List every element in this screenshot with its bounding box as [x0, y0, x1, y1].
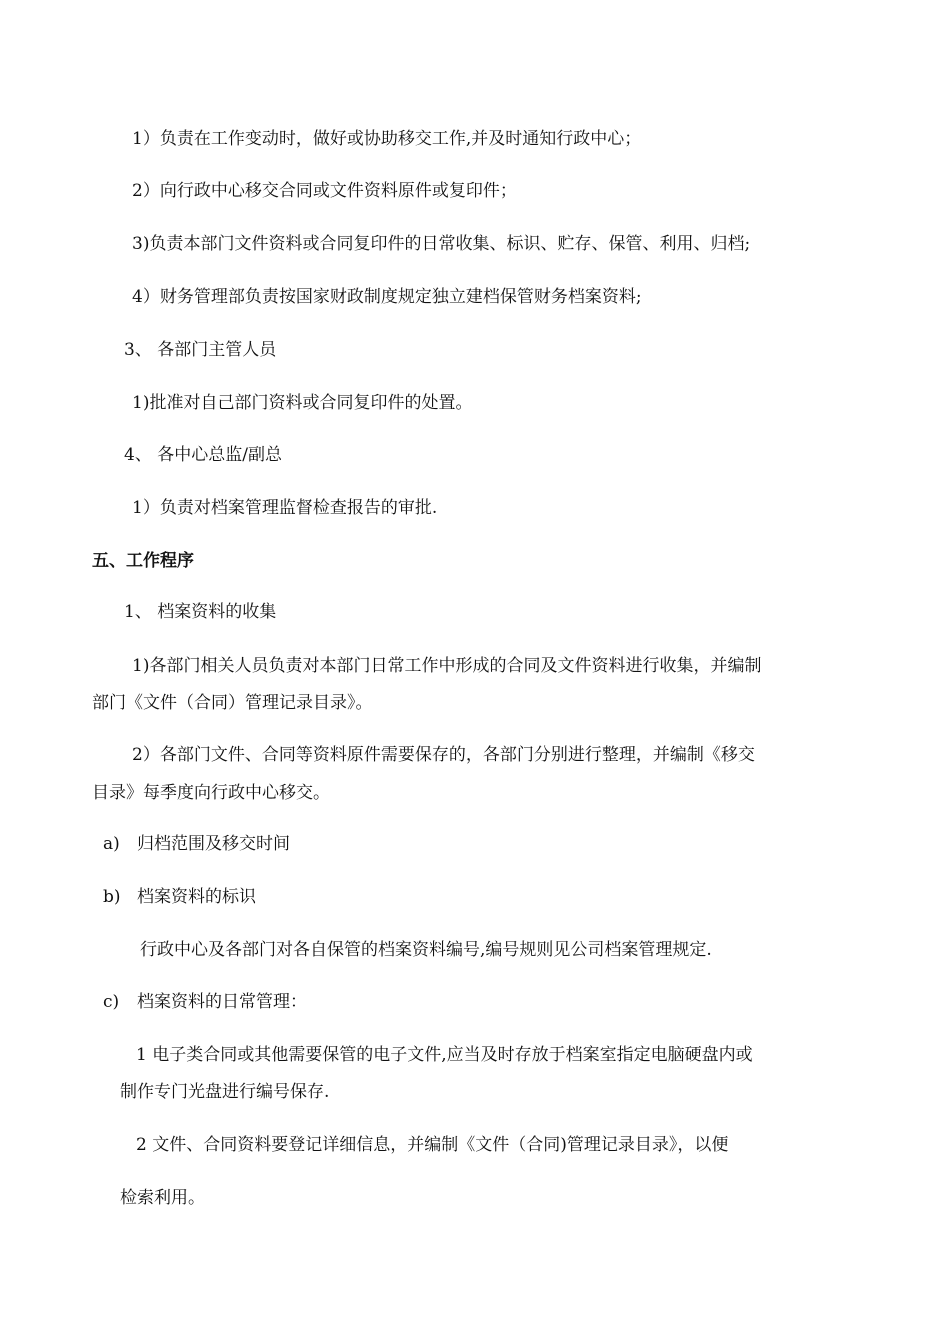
collection-para-2-line-2: 目录》每季度向行政中心移交。 [92, 783, 330, 803]
mgmt-item-2-line-1: 2 文件、合同资料要登记详细信息，并编制《文件（合同)管理记录目录》，以便 [136, 1135, 729, 1155]
duty-item-1: 1）负责在工作变动时，做好或协助移交工作,并及时通知行政中心； [132, 129, 642, 149]
duty-item-2: 2）向行政中心移交合同或文件资料原件或复印件； [132, 181, 517, 201]
list-item-b [103, 886, 256, 908]
mgmt-item-2-line-2: 检索利用。 [120, 1188, 205, 1208]
duty-item-3: 3)负责本部门文件资料或合同复印件的日常收集、标识、贮存、保管、利用、归档; [132, 234, 751, 254]
mgmt-item-1-line-1: 1 电子类合同或其他需要保管的电子文件,应当及时存放于档案室指定电脑硬盘内或 [136, 1045, 753, 1065]
list-text: 档案资料的标识 [137, 887, 256, 907]
list-item-c [103, 991, 307, 1013]
list-text: 档案资料的日常管理： [137, 992, 307, 1012]
manager-duty-1: 1)批准对自己部门资料或合同复印件的处置。 [132, 393, 473, 413]
identification-para: 行政中心及各部门对各自保管的档案资料编号,编号规则见公司档案管理规定. [140, 940, 712, 960]
mgmt-item-1-line-2: 制作专门光盘进行编号保存. [120, 1082, 330, 1102]
section-heading-3: 3、 各部门主管人员 [124, 340, 277, 360]
subsection-heading-1: 1、 档案资料的收集 [124, 602, 277, 622]
list-item-a [103, 833, 290, 855]
list-marker: a) [103, 834, 120, 854]
chapter-heading: 五、工作程序 [92, 551, 194, 571]
collection-para-2-line-1: 2）各部门文件、合同等资料原件需要保存的，各部门分别进行整理，并编制《移交 [132, 745, 755, 765]
collection-para-1-line-2: 部门《文件（合同）管理记录目录》。 [92, 693, 373, 713]
list-marker: b) [103, 887, 121, 907]
list-text: 归档范围及移交时间 [137, 834, 290, 854]
section-heading-4: 4、 各中心总监/副总 [124, 445, 282, 465]
list-marker: c) [103, 992, 120, 1012]
duty-item-4: 4）财务管理部负责按国家财政制度规定独立建档保管财务档案资料; [132, 287, 642, 307]
director-duty-1: 1）负责对档案管理监督检查报告的审批. [132, 498, 438, 518]
collection-para-1-line-1: 1)各部门相关人员负责对本部门日常工作中形成的合同及文件资料进行收集，并编制 [132, 656, 762, 676]
